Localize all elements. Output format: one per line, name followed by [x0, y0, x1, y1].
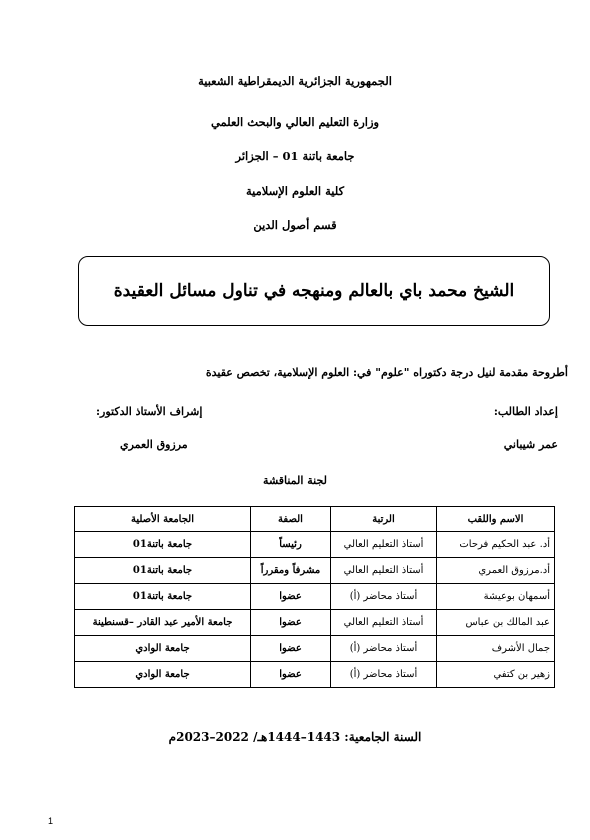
- member-university: جامعة باتنة01: [75, 584, 251, 610]
- academic-year: السنة الجامعية: 1443–1444هـ/ 2022–2023م: [168, 730, 422, 744]
- member-university: جامعة باتنة01: [75, 558, 251, 584]
- table-row: [75, 532, 555, 558]
- header-rank: الرتبة: [331, 507, 437, 532]
- member-university: جامعة باتنة01: [75, 532, 251, 558]
- member-university: جامعة الوادي: [75, 636, 251, 662]
- republic-line: الجمهورية الجزائرية الديمقراطية الشعبية: [198, 74, 392, 88]
- header-role: الصفة: [251, 507, 331, 532]
- member-rank: أستاذ التعليم العالي: [331, 610, 437, 636]
- member-name: عبد المالك بن عباس: [437, 610, 555, 636]
- member-rank: أستاذ محاضر (أ): [331, 584, 437, 610]
- student-label: إعداد الطالب:: [493, 405, 558, 418]
- member-name: أد. عبد الحكيم فرحات: [437, 532, 555, 558]
- member-name: زهير بن كتفي: [437, 662, 555, 688]
- member-name: أد.مرزوق العمري: [437, 558, 555, 584]
- member-role: مشرفاً ومقرراً: [251, 558, 331, 584]
- header-name: الاسم واللقب: [437, 507, 555, 532]
- committee-table: [74, 506, 555, 688]
- member-university: جامعة الأمير عبد القادر –قسنطينة: [75, 610, 251, 636]
- supervisor-name: مرزوق العمري: [120, 438, 188, 451]
- ministry-line: وزارة التعليم العالي والبحث العلمي: [210, 115, 380, 129]
- member-role: عضوا: [251, 636, 331, 662]
- member-rank: أستاذ التعليم العالي: [331, 558, 437, 584]
- title-box: [78, 256, 550, 326]
- header-university: الجامعة الأصلية: [75, 507, 251, 532]
- table-row: [75, 662, 555, 688]
- thesis-statement: أطروحة مقدمة لنيل درجة دكتوراه "علوم" في: العلوم الإسلامية، تخصص عقيدة: [205, 366, 568, 379]
- supervisor-label: إشراف الأستاذ الدكتور:: [96, 405, 203, 418]
- member-role: عضوا: [251, 610, 331, 636]
- member-role: رئيساً: [251, 532, 331, 558]
- faculty-line: كلية العلوم الإسلامية: [245, 184, 345, 198]
- member-rank: أستاذ محاضر (أ): [331, 636, 437, 662]
- member-role: عضوا: [251, 584, 331, 610]
- member-name: أسمهان بوعيشة: [437, 584, 555, 610]
- committee-header-row: [75, 507, 555, 532]
- table-row: [75, 636, 555, 662]
- committee-title: لجنة المناقشة: [263, 474, 327, 487]
- thesis-title: الشيخ محمد باي بالعالم ومنهجه في تناول مسائل العقيدة: [113, 281, 515, 301]
- member-rank: أستاذ التعليم العالي: [331, 532, 437, 558]
- university-line: جامعة باتنة 01 – الجزائر: [235, 149, 355, 163]
- member-role: عضوا: [251, 662, 331, 688]
- page-number: 1: [48, 816, 54, 826]
- table-row: [75, 610, 555, 636]
- department-line: قسم أصول الدين: [253, 218, 337, 232]
- table-row: [75, 558, 555, 584]
- member-rank: أستاذ محاضر (أ): [331, 662, 437, 688]
- member-university: جامعة الوادي: [75, 662, 251, 688]
- table-row: [75, 584, 555, 610]
- member-name: جمال الأشرف: [437, 636, 555, 662]
- student-name: عمر شيباني: [503, 438, 558, 451]
